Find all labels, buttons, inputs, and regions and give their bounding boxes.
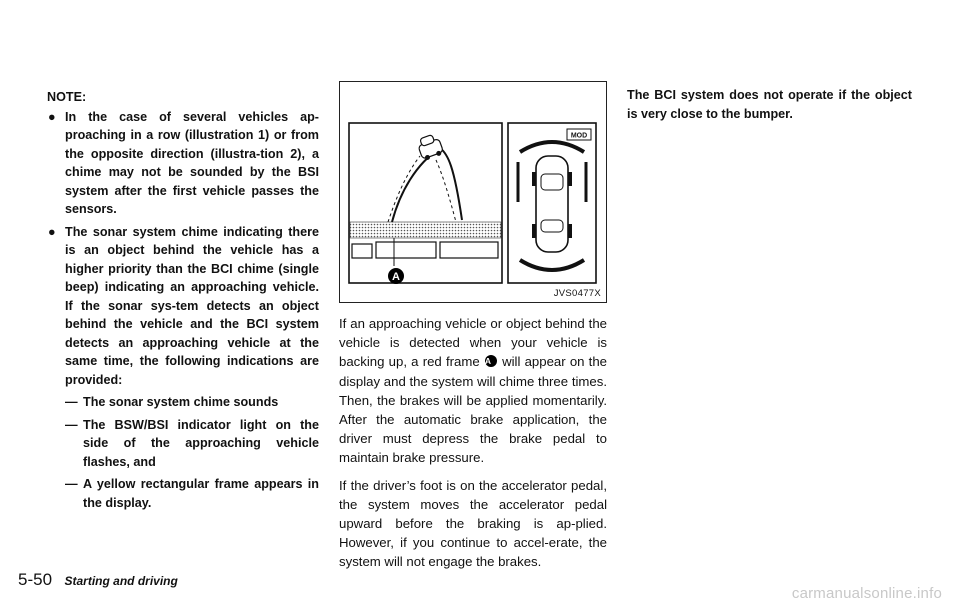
page-number: 5-50 [18, 570, 53, 589]
mod-label: MOD [570, 132, 588, 140]
sub-item [47, 475, 319, 512]
column-left [47, 88, 319, 516]
callout-a-icon: A [485, 355, 497, 367]
bullet-text: In the case of several vehicles ap-proaching in a row (illustration 1) or from the opposite direction (illustra-tion 2), a chime may not be sounded by the BSI system after the first vehicle passes the sensors. [65, 109, 319, 216]
dash-mark: — [65, 395, 78, 409]
bci-note: The BCI system does not operate if the object is very close to the bumper. [627, 88, 912, 121]
page-footer [18, 570, 178, 590]
sub-item [47, 393, 319, 412]
note-heading: NOTE: [47, 90, 87, 104]
dash-mark: — [65, 477, 78, 491]
display-button [376, 242, 436, 258]
bullet-dot: ● [48, 224, 56, 239]
column-right [627, 86, 912, 123]
body-paragraph [339, 314, 607, 468]
rear-view-display-illustration [339, 81, 607, 303]
display-button [440, 242, 498, 258]
bullet-dot: ● [48, 109, 56, 124]
bullet-item [47, 108, 319, 219]
figure-code: JVS0477X [553, 288, 601, 299]
bumper-zone [350, 222, 501, 238]
sub-item-text: A yellow rectangular frame appears in the display. [83, 477, 319, 510]
paragraph-text: If an approaching vehicle or object behind the vehicle is detected when your vehicle is backing up, a red frame [339, 316, 607, 370]
column-middle [339, 88, 607, 580]
sub-item-text: The BSW/BSI indicator light on the side of the approaching vehicle flashes, and [83, 417, 319, 469]
bullet-text: The sonar system chime indicating there is an object behind the vehicle has a higher priority than the BCI chime (single beep) indicating an approaching vehicle. If the sonar sys-tem detects an object behind the vehicle and the BCI system detects an approaching vehicle at the same time, the following indications are provided: [65, 224, 319, 387]
watermark: carmanualsonline.info [791, 585, 942, 602]
dash-mark: — [65, 417, 78, 432]
bullet-item [47, 223, 319, 390]
display-button [352, 244, 372, 258]
callout-letter: A [392, 271, 400, 283]
paragraph-text: will appear on the display and the system will chime three times. Then, the brakes will be applied momentarily. After the automatic brake application, the driver must depress the brake pedal to maintain brake pressure. [339, 354, 608, 466]
display-drawing [340, 82, 606, 302]
sub-item-text: The sonar system chime sounds [83, 395, 279, 409]
sub-item [47, 416, 319, 472]
body-paragraph: If the driver’s foot is on the accelerator pedal, the system moves the accelerator pedal upward before the braking is ap-plied. However, if you continue to accel-erate, the system will not engage the brakes. [339, 477, 607, 570]
own-vehicle-icon [532, 156, 572, 252]
section-title: Starting and driving [64, 574, 178, 588]
